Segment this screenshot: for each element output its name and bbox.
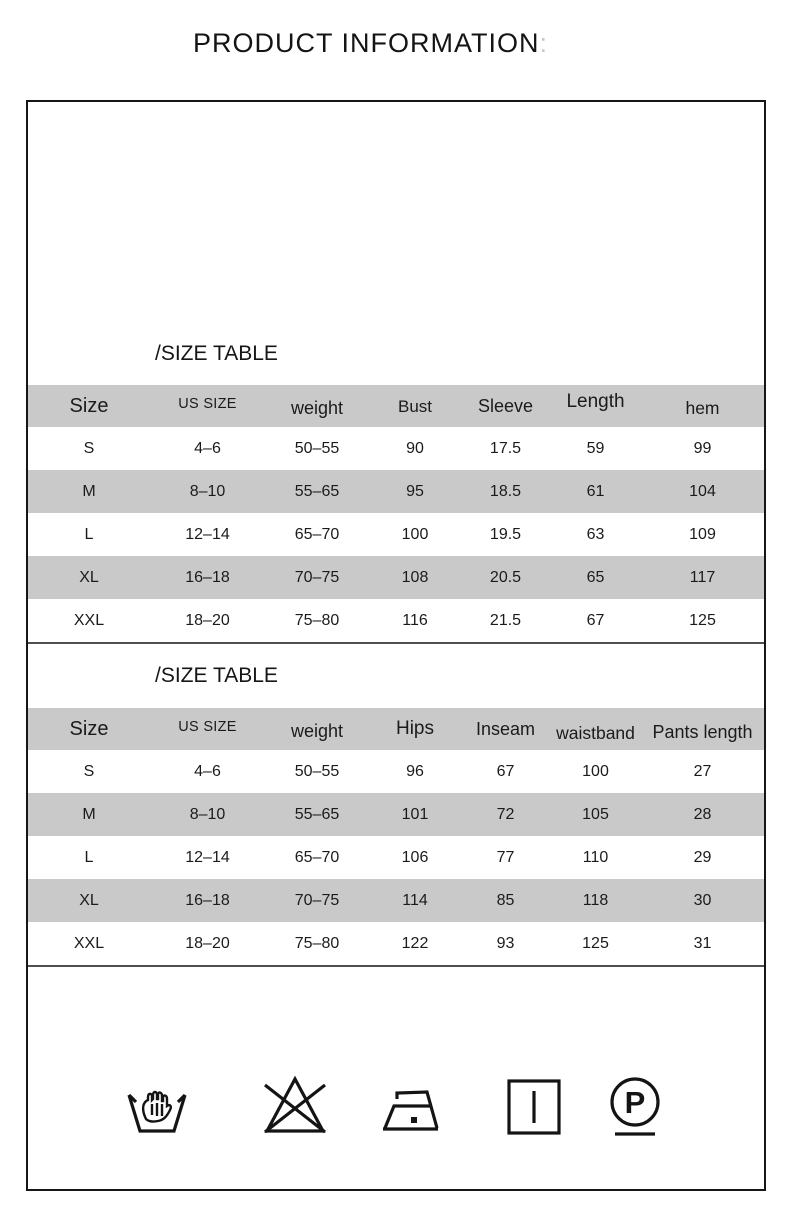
table-row [28,922,764,965]
iron-one-dot-icon [380,1072,450,1142]
table-cell: 110 [582,848,609,866]
table-cell: 18–20 [185,934,230,952]
size-table-body [28,750,764,967]
table-cell: 109 [689,525,716,543]
table-cell: 95 [406,482,424,500]
table-cell: XXL [73,934,105,952]
drip-dry-icon [499,1072,569,1142]
table-cell: XXL [73,611,105,629]
table-cell: 61 [586,482,605,500]
table-cell: 12–14 [185,848,230,866]
table-row [28,836,764,879]
table-cell: 90 [406,439,424,457]
table-cell: 63 [586,525,605,543]
table-cell: 70–75 [294,891,340,909]
do-not-bleach-icon [260,1072,330,1142]
size-table-body [28,427,764,644]
table-cell: 99 [693,439,712,457]
column-header: Hips [395,718,434,739]
table-cell: 72 [496,805,515,823]
table-row [28,750,764,793]
table-cell: 67 [586,611,605,629]
table-cell: 75–80 [294,611,340,629]
column-header: Pants length [652,721,753,742]
table-cell: 27 [693,762,712,780]
table-cell: XL [79,568,99,586]
size-table-heading-2: /SIZE TABLE [155,664,278,687]
column-header: Sleeve [477,395,534,416]
column-header: US SIZE [178,719,237,735]
table-cell: 20.5 [489,568,522,586]
table-cell: 65–70 [294,525,340,543]
table-cell: 125 [689,611,716,629]
care-symbols-row [28,1072,764,1144]
size-table-top [28,385,764,644]
table-cell: S [83,439,95,457]
table-row [28,599,764,642]
table-cell: 93 [496,934,515,952]
table-cell: 65 [586,568,605,586]
table-row [28,556,764,599]
table-cell: 17.5 [489,439,522,457]
table-cell: 50–55 [294,762,340,780]
table-cell: 55–65 [294,482,340,500]
table-cell: 31 [693,934,712,952]
table-cell: 96 [406,762,424,780]
dry-clean-letter: P [624,1085,646,1120]
table-cell: 12–14 [185,525,230,543]
table-cell: 108 [401,568,429,586]
table-cell: 50–55 [294,439,340,457]
table-cell: 8–10 [189,482,226,500]
table-cell: 105 [582,805,609,823]
size-table-bottom [28,708,764,967]
table-cell: 70–75 [294,568,340,586]
page-title-text: PRODUCT INFORMATION [193,28,540,58]
table-cell: 101 [401,805,429,823]
dry-clean-p-icon [600,1072,670,1142]
column-header: Length [566,391,625,412]
table-cell: 59 [586,439,605,457]
size-table-header-row [28,708,764,750]
column-header: Size [69,394,109,417]
table-cell: M [82,482,96,500]
table-cell: XL [79,891,99,909]
table-cell: 117 [689,568,716,586]
table-cell: L [84,848,94,866]
table-cell: 75–80 [294,934,340,952]
table-cell: 18–20 [185,611,230,629]
table-cell: 77 [496,848,515,866]
table-cell: 19.5 [489,525,522,543]
table-cell: 30 [693,891,712,909]
table-cell: 118 [582,891,609,909]
size-table-header-row [28,385,764,427]
column-header: Size [69,717,109,740]
table-cell: M [82,805,96,823]
page-title-colon: : [539,28,549,58]
column-header: hem [685,397,720,418]
column-header: waistband [556,722,635,743]
table-cell: S [83,762,95,780]
table-row [28,513,764,556]
table-cell: 55–65 [294,805,340,823]
hand-wash-icon [122,1072,192,1142]
table-cell: 28 [693,805,712,823]
table-cell: 4–6 [194,439,221,457]
table-cell: 65–70 [294,848,340,866]
table-cell: 8–10 [189,805,226,823]
table-cell: L [84,525,94,543]
page-title [193,28,548,59]
table-cell: 16–18 [185,891,230,909]
table-cell: 29 [693,848,712,866]
table-cell: 16–18 [185,568,230,586]
product-info-box [26,100,766,1191]
column-header: Inseam [475,718,536,739]
table-cell: 100 [582,762,609,780]
column-header: Bust [397,397,433,416]
table-cell: 106 [401,848,429,866]
table-cell: 4–6 [194,762,221,780]
table-cell: 85 [496,891,515,909]
table-cell: 67 [496,762,515,780]
table-cell: 18.5 [489,482,522,500]
table-row [28,427,764,470]
column-header: US SIZE [178,396,237,412]
table-cell: 125 [582,934,609,952]
table-row [28,470,764,513]
table-row [28,879,764,922]
table-cell: 116 [402,611,428,629]
size-table-heading-1: /SIZE TABLE [155,342,278,365]
table-cell: 122 [401,934,429,952]
table-row [28,793,764,836]
table-cell: 104 [689,482,716,500]
column-header: weight [290,397,344,418]
table-cell: 21.5 [489,611,522,629]
column-header: weight [290,720,344,741]
table-cell: 100 [401,525,429,543]
table-cell: 114 [402,891,428,909]
